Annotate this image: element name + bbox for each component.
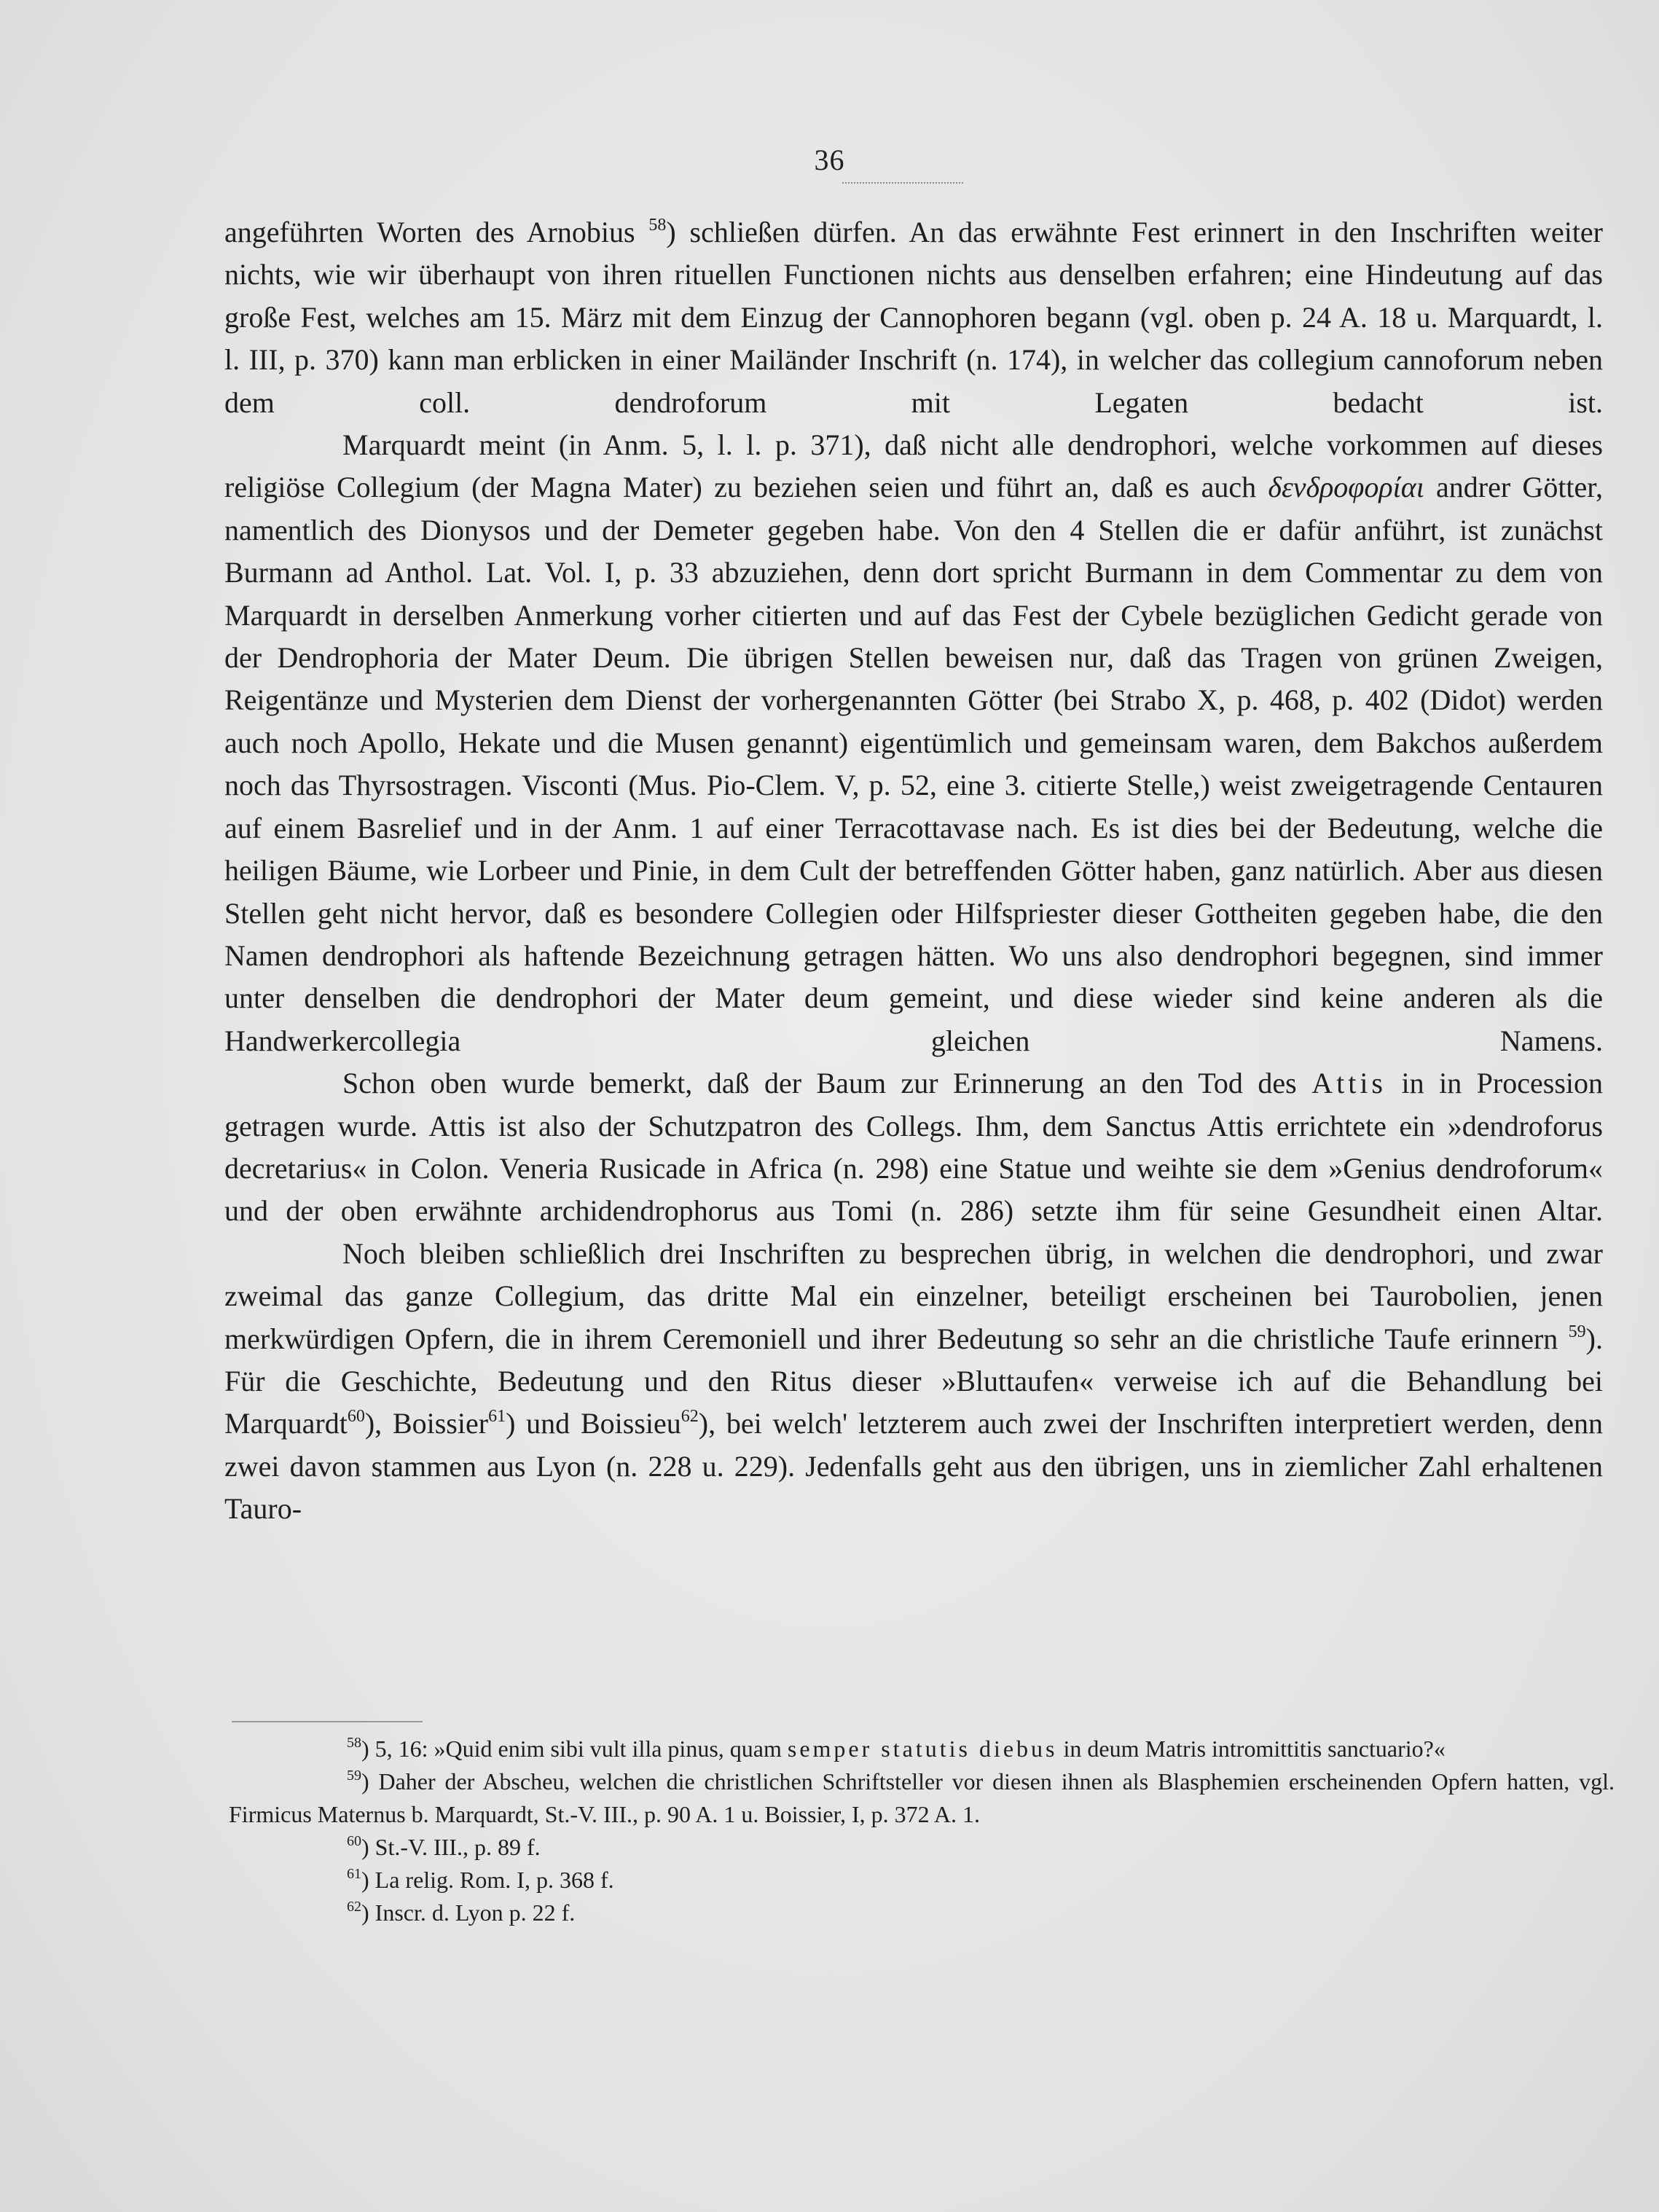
footnote-ref-59: 59 bbox=[1568, 1322, 1586, 1341]
spaced-name-attis: Attis bbox=[1311, 1067, 1387, 1100]
paragraph-1 bbox=[224, 211, 1603, 424]
paragraph-1-text-a: angeführten Worten des Arnobius bbox=[224, 216, 635, 248]
main-text bbox=[224, 211, 1603, 1531]
paragraph-4-text-a: Noch bleiben schließlich drei Inschriften zu besprechen übrig, in welchen die dendrophori, und zwar zweimal das ganze Collegium, das dritte Mal ein einzelner, beteiligt erscheinen bei Taurobolien, jenen merkwürdigen Opfern, die in ihrem Ceremoniell und ihrer Bedeutung so sehr an die christliche Taufe erinnern bbox=[224, 1236, 1603, 1355]
footnote-62 bbox=[229, 1897, 1615, 1929]
footnote-58 bbox=[229, 1733, 1615, 1765]
page-number: 36 bbox=[814, 144, 845, 176]
paragraph-1-text-b: ) schließen dürfen. An das erwähnte Fest erinnert in den Inschriften weiter nichts, wie wir überhaupt von ihren rituellen Functionen nichts aus denselben erfahren; eine Hindeutung auf das große Fest, welches am 15. März mit dem Einzug der Cannophoren begann (vgl. oben p. 24 A. 18 u. Marquardt, l. l. III, p. 370) kann man erblicken in einer Mailänder Inschrift (n. 174), in welcher das collegium cannoforum neben dem coll. dendroforum mit Legaten bedacht ist. bbox=[224, 216, 1604, 419]
paragraph-2 bbox=[224, 424, 1603, 1062]
paragraph-4-text-b: ). Für die Geschichte, Bedeutung und den Ritus dieser »Bluttaufen« verweise ich auf die Behandlung bei Marquardt bbox=[224, 1322, 1603, 1440]
footnote-text: ) Inscr. d. Lyon p. 22 f. bbox=[361, 1899, 576, 1926]
footnote-ref-58: 58 bbox=[648, 216, 667, 235]
footnote-text-end: in deum Matris intromittitis sanctuario?« bbox=[1063, 1736, 1446, 1762]
paragraph-4-text-c: ), Boissier bbox=[364, 1407, 489, 1440]
footnote-text: ) Daher der Abscheu, welchen die christlichen Schriftsteller vor diesen ihnen als Blasphemien erscheinenden Opfern hatten, vgl. Firmicus Maternus b. Marquardt, St.-V. III., p. 90 A. 1 u. Boissier, I, p. 372 A. 1. bbox=[229, 1768, 1615, 1827]
footnote-separator bbox=[232, 1721, 423, 1722]
footnote-text: ) 5, 16: »Quid enim sibi vult illa pinus, quam bbox=[361, 1736, 782, 1762]
paragraph-2-text-a: Marquardt meint (in Anm. 5, l. l. p. 371), daß nicht alle dendrophori, welche vorkommen auf dieses religiöse Collegium (der Magna Mater) zu beziehen seien und führt an, daß es auch bbox=[224, 428, 1603, 504]
greek-term: δενδροφορίαι bbox=[1268, 471, 1424, 504]
paragraph-2-text-b: andrer Götter, namentlich des Dionysos und der Demeter gegeben habe. Von den 4 Stellen die er dafür anführt, ist zunächst Burmann ad Anthol. Lat. Vol. I, p. 33 abzuziehen, denn dort spricht Burmann in dem Commentar zu dem von Marquardt in derselben Anmerkung vorher citierten und auf das Fest der Cybele bezüglichen Gedicht gerade von der Dendrophoria der Mater Deum. Die übrigen Stellen beweisen nur, daß das Tragen von grünen Zweigen, Reigentänze und Mysterien dem Dienst der vorhergenannten Götter (bei Strabo X, p. 468, p. 402 (Didot) werden auch noch Apollo, Hekate und die Musen genannt) eigentümlich und gemeinsam waren, dem Bakchos außerdem noch das Thyrsostragen. Visconti (Mus. Pio-Clem. V, p. 52, eine 3. citierte Stelle,) weist zweigetragende Centauren auf einem Basrelief und in der Anm. 1 auf einer Terracottavase nach. Es ist dies bei der Bedeutung, welche die heiligen Bäume, wie Lorbeer und Pinie, in dem Cult der betreffenden Götter haben, ganz natürlich. Aber aus diesen Stellen geht nicht hervor, daß es besondere Collegien oder Hilfspriester dieser Gottheiten gegeben habe, die den Namen dendrophori als haftende Bezeichnung getragen hätten. Wo uns also dendrophori begegnen, sind immer unter denselben die dendrophori der Mater deum gemeint, und diese wieder sind keine anderen als die Handwerkercollegia gleichen Namens. bbox=[224, 471, 1604, 1057]
footnote-59 bbox=[229, 1765, 1615, 1831]
footnote-ref-62: 62 bbox=[681, 1407, 699, 1427]
footnote-60 bbox=[229, 1831, 1615, 1864]
footnote-spaced-text: semper statutis diebus bbox=[787, 1736, 1058, 1762]
paragraph-3-text-a: Schon oben wurde bemerkt, daß der Baum zur Erinnerung an den Tod des bbox=[342, 1067, 1297, 1100]
footnote-marker: 62 bbox=[347, 1899, 361, 1915]
footnote-marker: 61 bbox=[347, 1866, 361, 1882]
footnote-text: ) St.-V. III., p. 89 f. bbox=[361, 1834, 541, 1860]
footnote-text: ) La relig. Rom. I, p. 368 f. bbox=[361, 1867, 614, 1893]
paragraph-3 bbox=[224, 1062, 1603, 1233]
footnote-marker: 60 bbox=[347, 1833, 361, 1849]
paragraph-4-text-e: ), bei welch' letzterem auch zwei der Inschriften interpretiert werden, denn zwei davon stammen aus Lyon (n. 228 u. 229). Jedenfalls geht aus den übrigen, uns in ziemlicher Zahl erhaltenen Tauro- bbox=[224, 1407, 1603, 1526]
paragraph-4-text-d: ) und Boissieu bbox=[506, 1407, 681, 1440]
footnote-marker: 58 bbox=[347, 1735, 361, 1751]
paragraph-3-text-b: in in Procession getragen wurde. Attis ist also der Schutzpatron des Collegs. Ihm, dem Sanctus Attis errichtete ein »dendroforus decretarius« in Colon. Veneria Rusicade in Africa (n. 298) eine Statue und weihte sie dem »Genius dendroforum« und der oben erwähnte archidendrophorus aus Tomi (n. 286) setzte ihm für seine Gesundheit einen Altar. bbox=[224, 1067, 1603, 1228]
footnotes bbox=[229, 1733, 1615, 1929]
footnote-ref-60: 60 bbox=[347, 1407, 365, 1427]
footnote-61 bbox=[229, 1864, 1615, 1897]
footnote-ref-61: 61 bbox=[488, 1407, 506, 1427]
paragraph-4 bbox=[224, 1233, 1603, 1531]
page-number-underline bbox=[842, 182, 963, 184]
footnote-marker: 59 bbox=[347, 1768, 361, 1784]
